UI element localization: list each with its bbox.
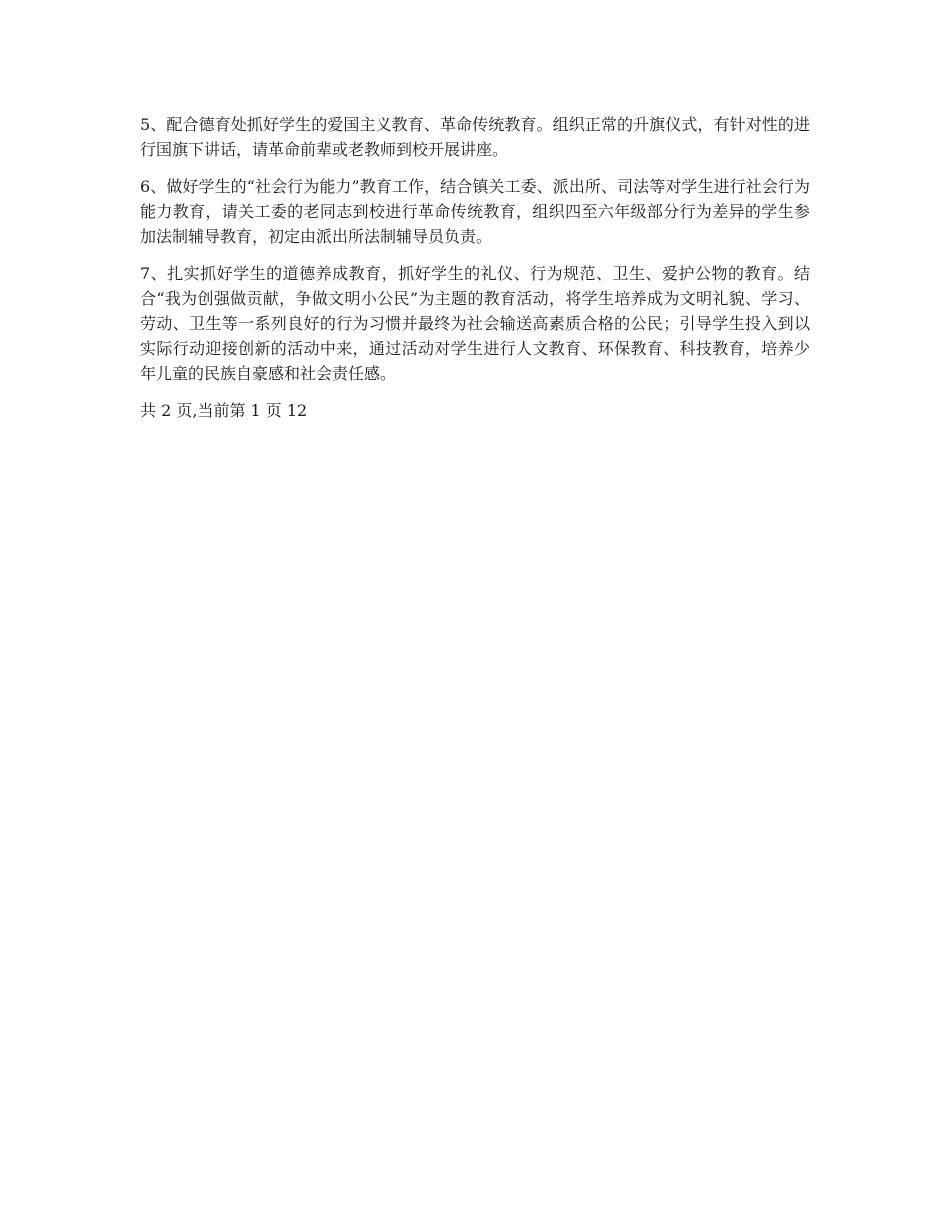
paragraph-7: 7、扎实抓好学生的道德养成教育，抓好学生的礼仪、行为规范、卫生、爱护公物的教育。结合“我为创强做贡献，争做文明小公民”为主题的教育活动，将学生培养成为文明礼貌、学习、劳动、卫生等一系列良好的行为习惯并最终为社会输送高素质合格的公民；引导学生投入到以实际行动迎接创新的活动中来，通过活动对学生进行人文教育、环保教育、科技教育，培养少年儿童的民族自豪感和社会责任感。 [140, 264, 810, 383]
document-body [140, 112, 810, 423]
page-indicator: 共 2 页,当前第 1 页 12 [140, 401, 308, 420]
paragraph-6: 6、做好学生的“社会行为能力”教育工作，结合镇关工委、派出所、司法等对学生进行社会行为能力教育，请关工委的老同志到校进行革命传统教育，组织四至六年级部分行为差异的学生参加法制辅导教育，初定由派出所法制辅导员负责。 [140, 177, 810, 246]
paragraph-5: 5、配合德育处抓好学生的爱国主义教育、革命传统教育。组织正常的升旗仪式，有针对性的进行国旗下讲话，请革命前辈或老教师到校开展讲座。 [140, 115, 810, 159]
